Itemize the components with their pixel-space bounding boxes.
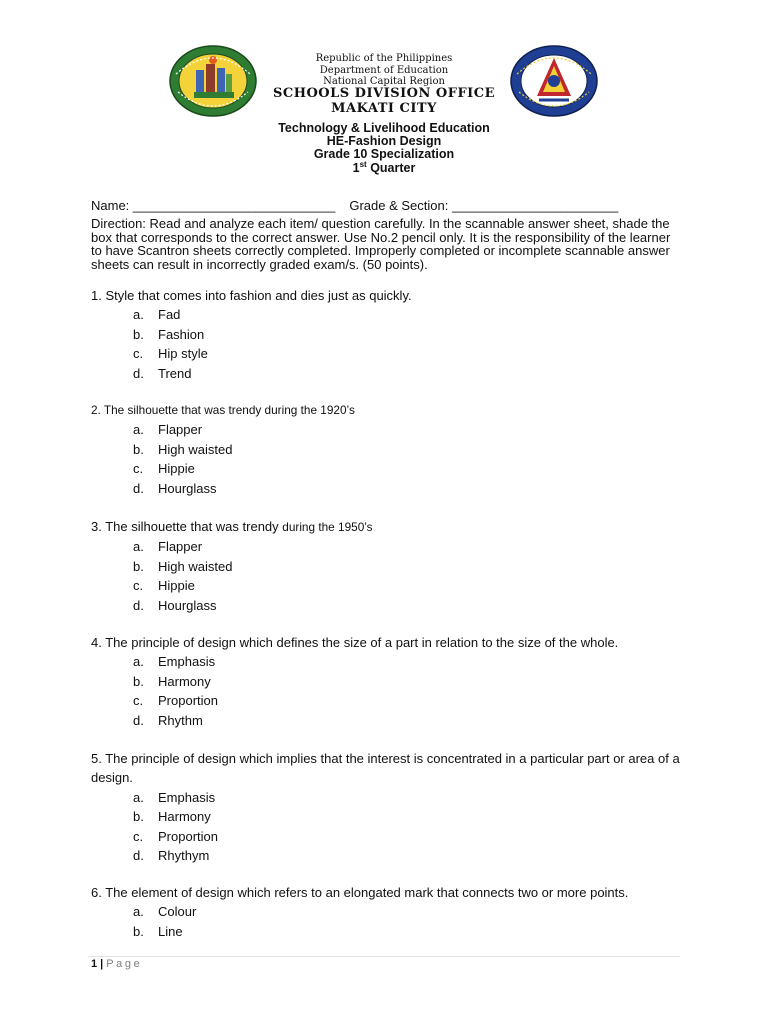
option-text: Hip style [158,346,208,362]
office-header [0,86,768,116]
question-text: 5. The principle of design which implies that the interest is concentrated in a particular part or area of a design. [91,751,680,786]
option-item [91,711,691,730]
option-item [91,344,691,363]
region-line: National Capital Region [323,76,445,87]
option-text: Fad [158,307,181,323]
question-text-start: 3. The silhouette that was trendy [91,519,283,534]
question-3 [91,517,691,615]
quarter-label [0,159,768,175]
option-item [91,325,691,344]
answer-options [91,902,691,941]
option-letter: d. [133,712,144,728]
name-field[interactable]: Name: ____________________________ [91,198,336,213]
option-item [91,827,691,846]
footer-separator: | [100,958,104,970]
option-letter: c. [133,346,144,362]
footer-divider [88,956,680,957]
option-item [91,691,691,710]
option-text: High waisted [158,558,233,574]
option-text: Fashion [158,326,205,342]
option-letter: d. [133,365,144,381]
option-item [91,788,691,807]
page-number: 1 [91,958,98,970]
option-item [91,652,691,671]
option-text: Hippie [158,461,195,477]
option-item [91,672,691,691]
option-item [91,305,691,324]
option-item [91,440,691,459]
option-text: Line [158,923,183,939]
subject-title: Technology & Livelihood Education [278,121,490,135]
option-text: Harmony [158,673,211,689]
student-info-line [91,198,691,213]
page-footer [91,958,142,970]
option-item [91,807,691,826]
option-text: Rhythym [158,847,210,863]
option-text: Flapper [158,539,203,555]
option-text: Colour [158,904,197,920]
quarter-number: 1 [352,160,360,175]
option-text: Proportion [158,828,218,844]
option-letter: b. [133,326,144,342]
government-header [0,53,768,88]
grade-level: Grade 10 Specialization [313,147,455,162]
option-letter: d. [133,847,144,863]
option-item [91,420,691,439]
option-item [91,846,691,865]
option-letter: a. [133,539,144,555]
option-letter: a. [133,654,144,670]
option-item [91,576,691,595]
question-text: 4. The principle of design which defines the size of a part in relation to the size of the whole. [91,635,619,650]
directions-text: Direction: Read and analyze each item/ question carefully. In the scannable answer sheet, shade the box that corresponds to the correct answer. Use No.2 pencil only. It is the responsibility of the learner to have Scantron sheets correctly completed. Improperly completed or incomplete scannable answer sheets can result in incorrectly graded exam/s. (50 points). [91,216,671,272]
answer-options [91,652,691,730]
subject-header [0,122,768,175]
option-letter: a. [133,307,144,323]
option-item [91,596,691,615]
option-letter: b. [133,923,144,939]
question-text: 2. The silhouette that was trendy during the 1920’s [91,403,355,417]
answer-options [91,305,691,383]
option-text: Hippie [158,578,195,594]
answer-options [91,788,691,866]
option-text: Harmony [158,809,211,825]
option-text: Emphasis [158,789,216,805]
question-1 [91,286,691,383]
option-text: Emphasis [158,654,216,670]
subject-specialty: HE-Fashion Design [326,134,442,149]
question-2 [91,401,691,498]
question-text: 1. Style that comes into fashion and dies just as quickly. [91,288,412,303]
option-text: Flapper [158,422,203,438]
option-letter: a. [133,904,144,920]
option-letter: d. [133,597,144,613]
option-text: Proportion [158,693,218,709]
option-letter: d. [133,480,144,496]
option-letter: b. [133,558,144,574]
question-text [91,517,691,537]
question-5 [91,749,691,865]
option-item [91,364,691,383]
answer-options [91,420,691,498]
option-letter: b. [133,809,144,825]
grade-section-field[interactable]: Grade & Section: _______________________ [349,198,619,213]
option-item [91,922,691,941]
option-letter: c. [133,578,144,594]
option-letter: a. [133,422,144,438]
answer-options [91,537,691,615]
option-text: High waisted [158,441,233,457]
quarter-ordinal: st [359,159,367,169]
option-item [91,557,691,576]
option-letter: b. [133,441,144,457]
option-letter: a. [133,789,144,805]
option-text: Rhythm [158,712,203,728]
option-item [91,459,691,478]
department-line: Department of Education [319,64,449,76]
quarter-word: Quarter [366,160,416,175]
question-4 [91,633,691,730]
option-letter: c. [133,828,144,844]
question-text: 6. The element of design which refers to an elongated mark that connects two or more points. [91,885,629,900]
question-text-end: during the 1950’s [282,520,373,534]
option-text: Trend [158,365,192,381]
city-line: MAKATI CITY [331,101,437,116]
option-text: Hourglass [158,597,217,613]
option-item [91,537,691,556]
option-item [91,902,691,921]
page-label: Page [106,958,143,970]
option-item [91,479,691,498]
republic-line: Republic of the Philippines [315,53,453,64]
question-6 [91,883,691,941]
option-text: Hourglass [158,480,217,496]
option-letter: b. [133,673,144,689]
option-letter: c. [133,693,144,709]
division-office-line: SCHOOLS DIVISION OFFICE [272,86,496,101]
option-letter: c. [133,461,144,477]
